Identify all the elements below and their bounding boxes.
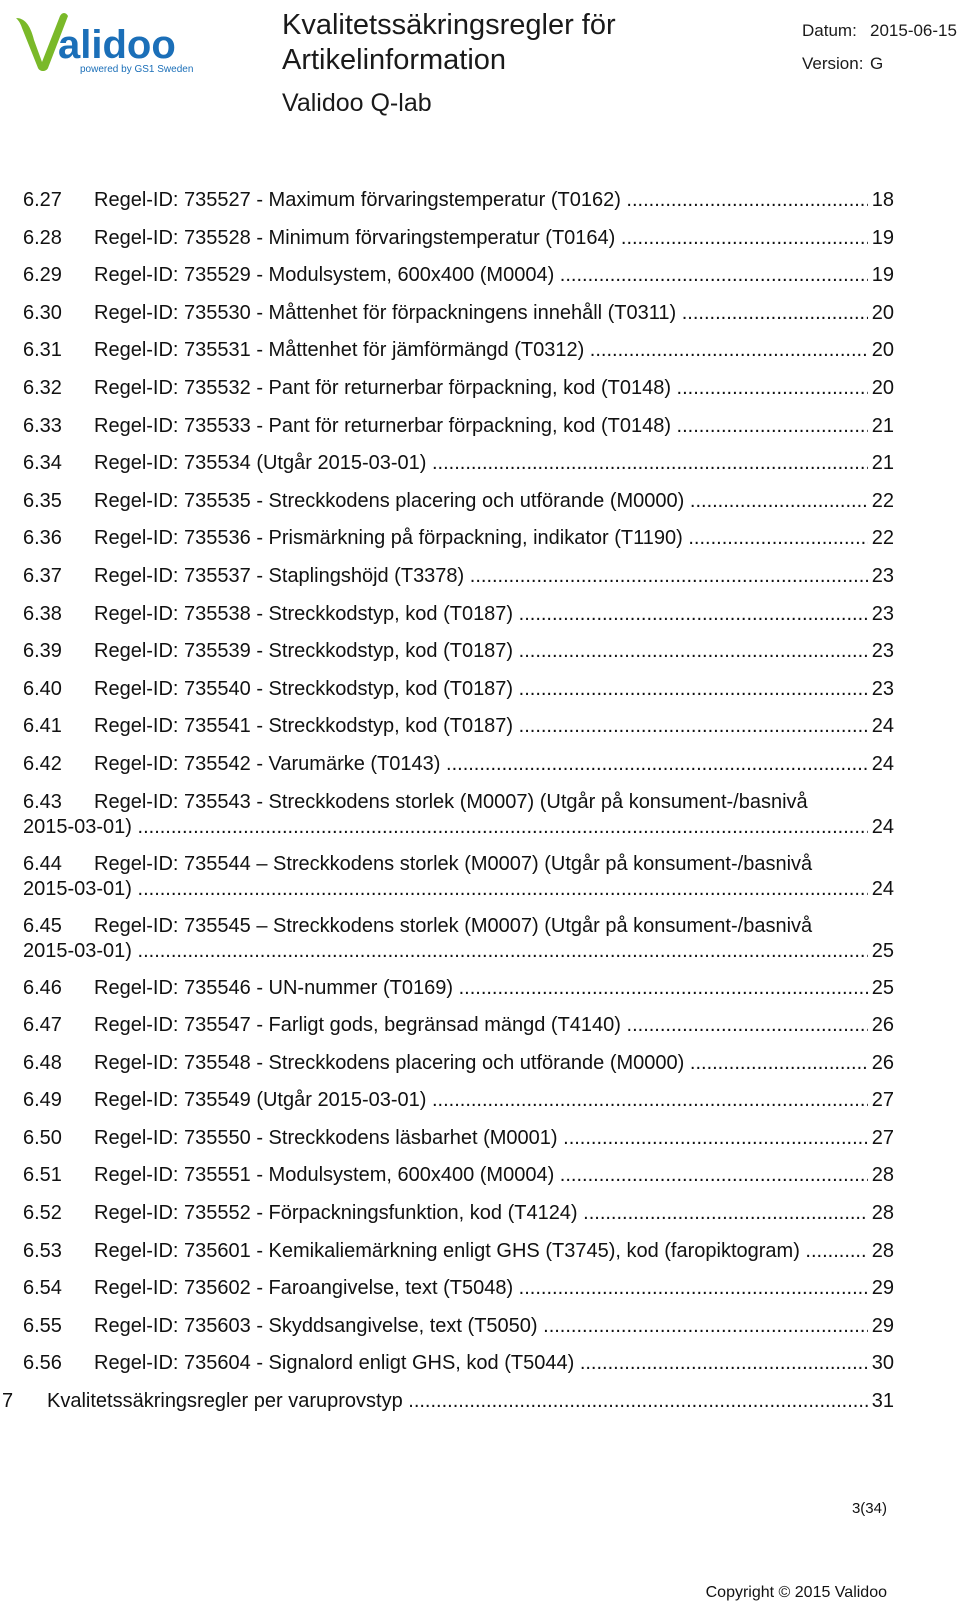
toc-entry-page: 28 — [868, 1163, 894, 1188]
validoo-logo — [14, 10, 214, 80]
toc-entry-page: 23 — [868, 564, 894, 589]
toc-entry-number: 6.30 — [23, 301, 62, 324]
toc-entry-number: 6.46 — [23, 976, 62, 999]
svg-text:alidoo: alidoo — [58, 23, 176, 67]
toc-entry-number: 6.43 — [23, 790, 62, 813]
toc-entry-page: 29 — [868, 1276, 894, 1301]
toc-entry[interactable] — [0, 263, 960, 288]
toc-entry-number: 6.32 — [23, 376, 62, 399]
toc-entry-label: Regel-ID: 735527 - Maximum förvaringstemperatur (T0162) ..... — [94, 188, 892, 213]
toc-entry-page: 25 — [868, 976, 894, 1001]
toc-entry-label: Regel-ID: 735536 - Prismärkning på förpackning, indikator (T1190) ..... — [94, 526, 892, 551]
toc-entry-number: 6.54 — [23, 1277, 62, 1300]
toc-entry-label: Regel-ID: 735550 - Streckkodens läsbarhet (M0001) ..... — [94, 1126, 892, 1151]
toc-entry-label: Regel-ID: 735548 - Streckkodens placering och utförande (M0000) ..... — [94, 1051, 892, 1076]
toc-entry[interactable] — [0, 1126, 960, 1151]
toc-entry-page: 19 — [868, 226, 894, 251]
toc-entry-label: Regel-ID: 735547 - Farligt gods, begränsad mängd (T4140) ..... — [94, 1013, 892, 1038]
toc-entry[interactable] — [0, 1051, 960, 1076]
toc-entry-number: 6.52 — [23, 1202, 62, 1225]
toc-entry-page: 22 — [868, 526, 894, 551]
toc-entry[interactable] — [0, 564, 960, 589]
toc-entry[interactable] — [0, 602, 960, 627]
toc-entry-page: 24 — [868, 714, 894, 739]
toc-entry[interactable] — [0, 1201, 960, 1226]
toc-entry[interactable] — [0, 1088, 960, 1113]
toc-entry-number: 6.29 — [23, 264, 62, 287]
toc-entry-number: 6.48 — [23, 1051, 62, 1074]
toc-entry[interactable] — [0, 1351, 960, 1376]
toc-entry[interactable] — [0, 752, 960, 777]
toc-entry-page: 21 — [868, 414, 894, 439]
toc-entry-page: 23 — [868, 639, 894, 664]
document-title: Kvalitetssäkringsregler för Artikelinformation — [282, 9, 616, 76]
version-row — [802, 47, 957, 80]
toc-entry-number: 6.44 — [23, 852, 62, 875]
version-value: G — [870, 53, 884, 73]
toc-entry-page: 20 — [868, 338, 894, 363]
toc-entry-label: Regel-ID: 735531 - Måttenhet för jämförmängd (T0312) ..... — [94, 338, 892, 363]
toc-entry[interactable] — [0, 226, 960, 251]
toc-entry-page: 27 — [868, 1126, 894, 1151]
toc-entry-number: 7 — [2, 1390, 14, 1413]
page-header — [0, 0, 960, 140]
toc-entry[interactable] — [0, 1276, 960, 1301]
toc-entry-page: 25 — [868, 939, 894, 964]
toc-entry-page: 23 — [868, 677, 894, 702]
toc-entry-label: Regel-ID: 735541 - Streckkodstyp, kod (T0187) ..... — [94, 714, 892, 739]
toc-entry-label: Regel-ID: 735532 - Pant för returnerbar förpackning, kod (T0148) ..... — [94, 376, 892, 401]
toc-entry[interactable] — [0, 852, 960, 902]
toc-entry-number: 6.56 — [23, 1352, 62, 1375]
toc-entry-label: Regel-ID: 735545 – Streckkodens storlek (M0007) (Utgår på konsument-/basnivå — [94, 914, 813, 937]
toc-entry-label: Regel-ID: 735543 - Streckkodens storlek (M0007) (Utgår på konsument-/basnivå — [94, 790, 808, 813]
toc-entry-number: 6.31 — [23, 339, 62, 362]
toc-entry-label: Regel-ID: 735544 – Streckkodens storlek (M0007) (Utgår på konsument-/basnivå — [94, 852, 813, 875]
toc-entry[interactable] — [0, 338, 960, 363]
toc-entry-label: Regel-ID: 735542 - Varumärke (T0143) ..... — [94, 752, 892, 777]
toc-entry-label: Regel-ID: 735533 - Pant för returnerbar förpackning, kod (T0148) ..... — [94, 414, 892, 439]
date-row — [802, 14, 957, 47]
svg-text:powered by GS1 Sweden: powered by GS1 Sweden — [80, 64, 194, 75]
toc-entry-label: Regel-ID: 735549 (Utgår 2015-03-01) ..... — [94, 1088, 892, 1113]
toc-entry[interactable] — [0, 914, 960, 964]
toc-entry-label: Regel-ID: 735540 - Streckkodstyp, kod (T0187) ..... — [94, 677, 892, 702]
toc-entry[interactable] — [0, 677, 960, 702]
toc-entry-number: 6.39 — [23, 640, 62, 663]
toc-entry-number: 6.55 — [23, 1314, 62, 1337]
toc-entry-number: 6.51 — [23, 1164, 62, 1187]
version-label: Version: — [802, 53, 864, 73]
toc-entry-label: Regel-ID: 735552 - Förpackningsfunktion, kod (T4124) ..... — [94, 1201, 892, 1226]
toc-entry-label: Regel-ID: 735529 - Modulsystem, 600x400 (M0004) ..... — [94, 263, 892, 288]
toc-entry-page: 20 — [868, 301, 894, 326]
toc-entry[interactable] — [0, 1389, 960, 1414]
toc-entry[interactable] — [0, 976, 960, 1001]
toc-entry-number: 6.33 — [23, 414, 62, 437]
toc-entry-number: 6.41 — [23, 715, 62, 738]
toc-entry-number: 6.45 — [23, 914, 62, 937]
toc-entry-label: Regel-ID: 735604 - Signalord enligt GHS, kod (T5044) ..... — [94, 1351, 892, 1376]
toc-entry[interactable] — [0, 790, 960, 840]
toc-entry-label: Regel-ID: 735603 - Skyddsangivelse, text (T5050) ..... — [94, 1314, 892, 1339]
toc-entry[interactable] — [0, 451, 960, 476]
toc-entry-number: 6.40 — [23, 677, 62, 700]
toc-entry-page: 31 — [868, 1389, 894, 1414]
copyright-notice: Copyright © 2015 Validoo — [705, 1584, 887, 1601]
toc-entry-number: 6.50 — [23, 1126, 62, 1149]
toc-entry-label: Regel-ID: 735551 - Modulsystem, 600x400 (M0004) ..... — [94, 1163, 892, 1188]
document-subtitle: Validoo Q-lab — [282, 89, 432, 117]
toc-entry[interactable] — [0, 301, 960, 326]
toc-entry-page: 27 — [868, 1088, 894, 1113]
toc-entry-number: 6.42 — [23, 752, 62, 775]
toc-entry-page: 20 — [868, 376, 894, 401]
toc-entry-number: 6.34 — [23, 452, 62, 475]
toc-entry[interactable] — [0, 1013, 960, 1038]
toc-entry-page: 19 — [868, 263, 894, 288]
toc-entry-page: 26 — [868, 1013, 894, 1038]
toc-entry-label-continued: 2015-03-01) ..... — [23, 939, 892, 964]
toc-entry[interactable] — [0, 489, 960, 514]
toc-entry[interactable] — [0, 526, 960, 551]
toc-entry-page: 24 — [868, 752, 894, 777]
date-value: 2015-06-15 — [870, 20, 957, 40]
table-of-contents — [0, 188, 960, 1427]
toc-entry-page: 28 — [868, 1239, 894, 1264]
toc-entry-page: 22 — [868, 489, 894, 514]
toc-entry-page: 26 — [868, 1051, 894, 1076]
toc-entry-page: 24 — [868, 877, 894, 902]
toc-entry-label-continued: 2015-03-01) ..... — [23, 877, 892, 902]
toc-entry[interactable] — [0, 188, 960, 213]
toc-entry-number: 6.35 — [23, 489, 62, 512]
toc-entry-number: 6.53 — [23, 1239, 62, 1262]
toc-entry-number: 6.36 — [23, 527, 62, 550]
toc-entry-page: 29 — [868, 1314, 894, 1339]
toc-entry[interactable] — [0, 1239, 960, 1264]
toc-entry-label: Regel-ID: 735535 - Streckkodens placering och utförande (M0000) ..... — [94, 489, 892, 514]
toc-entry[interactable] — [0, 376, 960, 401]
toc-entry-number: 6.28 — [23, 226, 62, 249]
toc-entry-number: 6.27 — [23, 189, 62, 211]
toc-entry-label: Regel-ID: 735528 - Minimum förvaringstemperatur (T0164) ..... — [94, 226, 892, 251]
toc-entry-number: 6.49 — [23, 1089, 62, 1112]
toc-entry[interactable] — [0, 1314, 960, 1339]
toc-entry-label: Regel-ID: 735546 - UN-nummer (T0169) ..... — [94, 976, 892, 1001]
date-label: Datum: — [802, 20, 857, 40]
toc-entry-number: 6.38 — [23, 602, 62, 625]
toc-entry-page: 28 — [868, 1201, 894, 1226]
toc-entry-page: 24 — [868, 815, 894, 840]
toc-entry[interactable] — [0, 1163, 960, 1188]
toc-entry[interactable] — [0, 714, 960, 739]
toc-entry-label: Kvalitetssäkringsregler per varuprovstyp ..... — [47, 1389, 892, 1414]
toc-entry[interactable] — [0, 639, 960, 664]
document-meta — [802, 14, 957, 80]
toc-entry-page: 30 — [868, 1351, 894, 1376]
toc-entry-label: Regel-ID: 735538 - Streckkodstyp, kod (T0187) ..... — [94, 602, 892, 627]
toc-entry-label: Regel-ID: 735602 - Faroangivelse, text (T5048) ..... — [94, 1276, 892, 1301]
toc-entry-page: 18 — [868, 188, 894, 213]
toc-entry-number: 6.47 — [23, 1014, 62, 1037]
toc-entry[interactable] — [0, 414, 960, 439]
toc-entry-label: Regel-ID: 735537 - Staplingshöjd (T3378) ..... — [94, 564, 892, 589]
toc-entry-page: 21 — [868, 451, 894, 476]
page-number: 3(34) — [851, 1500, 887, 1517]
toc-entry-label: Regel-ID: 735530 - Måttenhet för förpackningens innehåll (T0311) ..... — [94, 301, 892, 326]
toc-entry-label: Regel-ID: 735539 - Streckkodstyp, kod (T0187) ..... — [94, 639, 892, 664]
toc-entry-label: Regel-ID: 735601 - Kemikaliemärkning enligt GHS (T3745), kod (faropiktogram) ..... — [94, 1239, 892, 1264]
toc-entry-page: 23 — [868, 602, 894, 627]
toc-entry-label-continued: 2015-03-01) ..... — [23, 815, 892, 840]
toc-entry-number: 6.37 — [23, 564, 62, 587]
toc-entry-label: Regel-ID: 735534 (Utgår 2015-03-01) ..... — [94, 451, 892, 476]
